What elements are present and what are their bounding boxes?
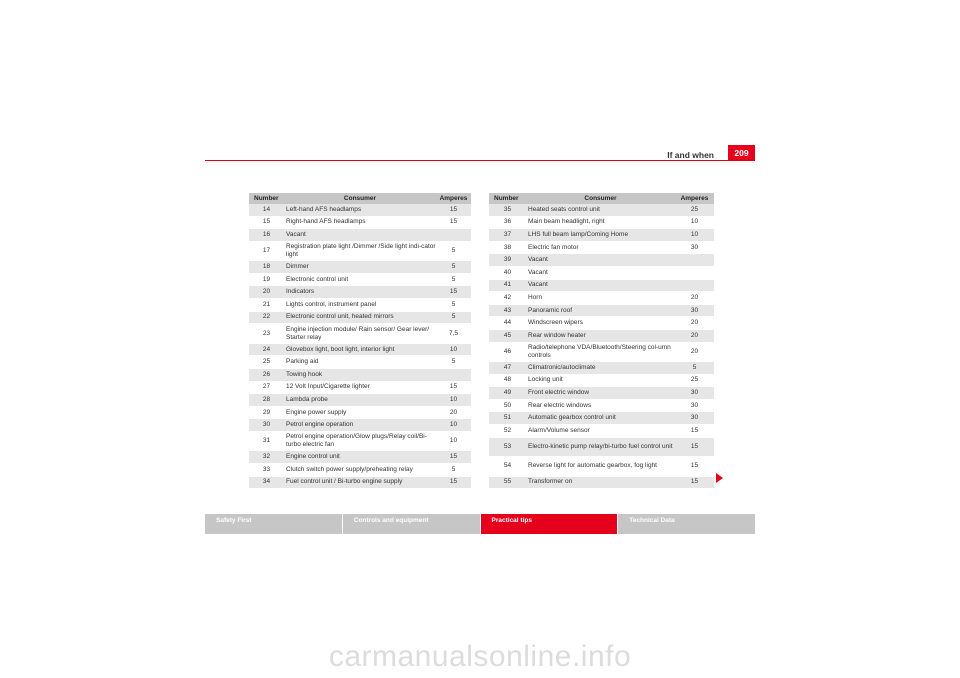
table-row [489,477,714,490]
fuse-number-cell: 36 [503,218,512,226]
amperes-cell: 30 [690,401,699,409]
fuse-number-cell: 19 [262,275,271,283]
fuse-number-cell: 47 [503,363,512,371]
consumer-cell: Electric fan motor [528,243,579,251]
footer-tab-practical-tips[interactable]: Practical tips [481,514,618,534]
consumer-cell: 12 Volt Input/Cigarette lighter [286,383,370,391]
amperes-cell: 10 [449,437,458,445]
table-row [249,204,471,217]
amperes-cell: 25 [690,376,699,384]
table-row [249,261,471,274]
table-row [489,242,714,255]
fuse-number-cell: 22 [262,313,271,321]
fuse-number-cell: 55 [503,478,512,486]
fuse-number-cell: 29 [262,408,271,416]
consumer-cell: Dimmer [286,263,309,271]
amperes-cell: 20 [690,319,699,327]
amperes-cell: 30 [690,389,699,397]
fuse-number-cell: 24 [262,345,271,353]
fuse-number-cell: 38 [503,243,512,251]
table-row [249,407,471,420]
fuse-number-cell: 44 [503,319,512,327]
consumer-cell: Panoramic roof [528,306,573,314]
table-row [489,229,714,242]
consumer-cell: Vacant [286,230,306,238]
section-title: If and when [667,150,714,160]
consumer-cell: Petrol engine operation/Glow plugs/Relay coil/Bi-turbo electric fan [286,433,427,449]
consumer-cell: Electronic control unit [286,275,349,283]
consumer-cell: Radio/telephone VDA/Bluetooth/Steering col-umn controls [528,343,671,359]
column-number-header: Number [254,195,279,202]
consumer-cell: Windscreen wipers [528,319,583,327]
table-row [489,412,714,425]
fuse-number-cell: 54 [503,462,512,470]
footer-tab-technical-data[interactable]: Technical Data [618,514,755,534]
fuse-table-right [489,193,714,489]
consumer-cell: Lights control, instrument panel [286,300,377,308]
consumer-cell: Engine injection module/ Rain sensor/ Gear lever/ Starter relay [286,325,430,341]
table-header [489,193,714,204]
consumer-cell: Engine power supply [286,408,347,416]
consumer-cell: Rear electric windows [528,401,592,409]
amperes-cell: 10 [690,218,699,226]
amperes-cell: 20 [690,347,699,355]
table-row [489,217,714,230]
table-row [249,369,471,382]
consumer-cell: Vacant [528,281,548,289]
fuse-number-cell: 23 [262,329,271,337]
amperes-cell: 20 [449,408,458,416]
consumer-cell: Engine control unit [286,453,340,461]
consumer-cell: Vacant [528,268,548,276]
consumer-cell: Electronic control unit, heated mirrors [286,313,394,321]
consumer-cell: Right-hand AFS headlamps [286,218,366,226]
amperes-cell: 15 [449,288,458,296]
table-row [489,254,714,267]
amperes-cell: 15 [690,426,699,434]
column-number-header: Number [494,195,519,202]
table-row [249,356,471,369]
fuse-number-cell: 33 [262,465,271,473]
fuse-number-cell: 51 [503,414,512,422]
table-body [249,204,471,489]
table-row [489,457,714,477]
table-row [249,382,471,395]
table-row [489,375,714,388]
amperes-cell: 5 [451,263,456,271]
footer-nav [205,514,755,534]
fuse-number-cell: 45 [503,331,512,339]
consumer-cell: Lambda probe [286,395,328,403]
amperes-cell: 15 [449,453,458,461]
table-row [249,286,471,299]
fuse-number-cell: 52 [503,426,512,434]
amperes-cell: 15 [690,442,699,450]
consumer-cell: Electro-kinetic pump relay/bi-turbo fuel control unit [528,442,673,450]
table-row [489,425,714,438]
fuse-number-cell: 31 [262,437,271,445]
amperes-cell: 10 [449,421,458,429]
consumer-cell: Horn [528,293,543,301]
table-body [489,204,714,489]
consumer-cell: Petrol engine operation [286,421,354,429]
footer-tab-controls-and-equipment[interactable]: Controls and equipment [343,514,480,534]
consumer-cell: Locking unit [528,376,563,384]
amperes-cell: 30 [690,243,699,251]
table-row [489,343,714,363]
consumer-cell: Registration plate light /Dimmer /Side light indi-cator light [286,243,436,259]
table-row [489,330,714,343]
column-consumer-header: Consumer [343,195,377,202]
amperes-cell: 5 [451,313,456,321]
fuse-number-cell: 28 [262,395,271,403]
table-row [249,344,471,357]
consumer-cell: Front electric window [528,389,590,397]
header-rule [205,160,755,161]
amperes-cell: 15 [690,478,699,486]
amperes-cell: 5 [451,358,456,366]
page-number: 209 [728,145,755,161]
table-row [489,292,714,305]
consumer-cell: Reverse light for automatic gearbox, fog light [528,462,657,470]
table-row [249,274,471,287]
amperes-cell: 20 [690,293,699,301]
table-row [489,438,714,458]
amperes-cell: 15 [449,478,458,486]
consumer-cell: Heated seats control unit [528,205,600,213]
table-row [489,317,714,330]
fuse-number-cell: 34 [262,478,271,486]
footer-tab-safety-first[interactable]: Safety First [205,514,342,534]
fuse-number-cell: 18 [262,263,271,271]
fuse-number-cell: 48 [503,376,512,384]
consumer-cell: Towing hook [286,370,323,378]
fuse-number-cell: 25 [262,358,271,366]
amperes-cell: 5 [692,363,697,371]
fuse-number-cell: 21 [262,300,271,308]
fuse-number-cell: 50 [503,401,512,409]
amperes-cell: 5 [451,465,456,473]
column-consumer-header: Consumer [584,195,617,202]
fuse-number-cell: 46 [503,347,512,355]
consumer-cell: Left-hand AFS headlamps [286,205,362,213]
table-row [249,217,471,230]
table-row [249,299,471,312]
fuse-number-cell: 26 [262,370,271,378]
fuse-number-cell: 30 [262,421,271,429]
fuse-number-cell: 49 [503,389,512,397]
fuse-number-cell: 39 [503,256,512,264]
amperes-cell: 15 [449,383,458,391]
table-row [489,267,714,280]
table-row [489,387,714,400]
amperes-cell: 10 [449,345,458,353]
table-row [249,451,471,464]
fuse-number-cell: 53 [503,442,512,450]
table-row [249,464,471,477]
table-row [489,204,714,217]
fuse-number-cell: 27 [262,383,271,391]
consumer-cell: Automatic gearbox control unit [528,414,616,422]
fuse-table-left [249,193,471,489]
amperes-cell: 15 [449,218,458,226]
fuse-number-cell: 43 [503,306,512,314]
amperes-cell: 5 [451,275,456,283]
table-row [489,280,714,293]
table-header [249,193,471,204]
amperes-cell: 5 [451,300,456,308]
column-amperes-header: Amperes [439,195,468,202]
table-row [249,312,471,325]
amperes-cell: 10 [449,395,458,403]
fuse-number-cell: 16 [262,230,271,238]
consumer-cell: Clutch switch power supply/preheating relay [286,465,413,473]
amperes-cell: 7,5 [448,329,459,337]
table-row [249,324,471,344]
consumer-cell: Indicators [286,288,315,296]
table-row [249,432,471,452]
consumer-cell: Parking aid [286,358,319,366]
amperes-cell: 15 [449,205,458,213]
fuse-number-cell: 42 [503,293,512,301]
column-amperes-header: Amperes [680,195,709,202]
amperes-cell: 30 [690,414,699,422]
table-row [249,394,471,407]
amperes-cell: 20 [690,331,699,339]
table-row [489,362,714,375]
amperes-cell: 25 [690,205,699,213]
fuse-number-cell: 40 [503,268,512,276]
consumer-cell: Rear window heater [528,331,586,339]
fuse-number-cell: 37 [503,230,512,238]
consumer-cell: Vacant [528,256,548,264]
continue-arrow-icon [716,473,723,483]
fuse-number-cell: 14 [262,205,271,213]
consumer-cell: Glovebox light, boot light, interior light [286,345,395,353]
fuse-number-cell: 35 [503,205,512,213]
fuse-number-cell: 20 [262,288,271,296]
amperes-cell: 15 [690,462,699,470]
amperes-cell: 5 [451,247,456,255]
fuse-number-cell: 17 [262,247,271,255]
fuse-number-cell: 41 [503,281,512,289]
table-row [489,400,714,413]
consumer-cell: Climatronic/autoclimate [528,363,596,371]
consumer-cell: Fuel control unit / Bi-turbo engine supply [286,478,403,486]
table-row [249,242,471,262]
watermark: carmanualsonline.info [328,640,632,673]
consumer-cell: Transformer on [528,478,573,486]
table-row [249,477,471,490]
amperes-cell: 10 [690,230,699,238]
fuse-number-cell: 32 [262,453,271,461]
table-row [249,419,471,432]
consumer-cell: Main beam headlight, right [528,218,605,226]
fuse-number-cell: 15 [262,218,271,226]
consumer-cell: LHS full beam lamp/Coming Home [528,230,629,238]
amperes-cell: 30 [690,306,699,314]
table-row [249,229,471,242]
consumer-cell: Alarm/Volume sensor [528,426,590,434]
table-row [489,305,714,318]
